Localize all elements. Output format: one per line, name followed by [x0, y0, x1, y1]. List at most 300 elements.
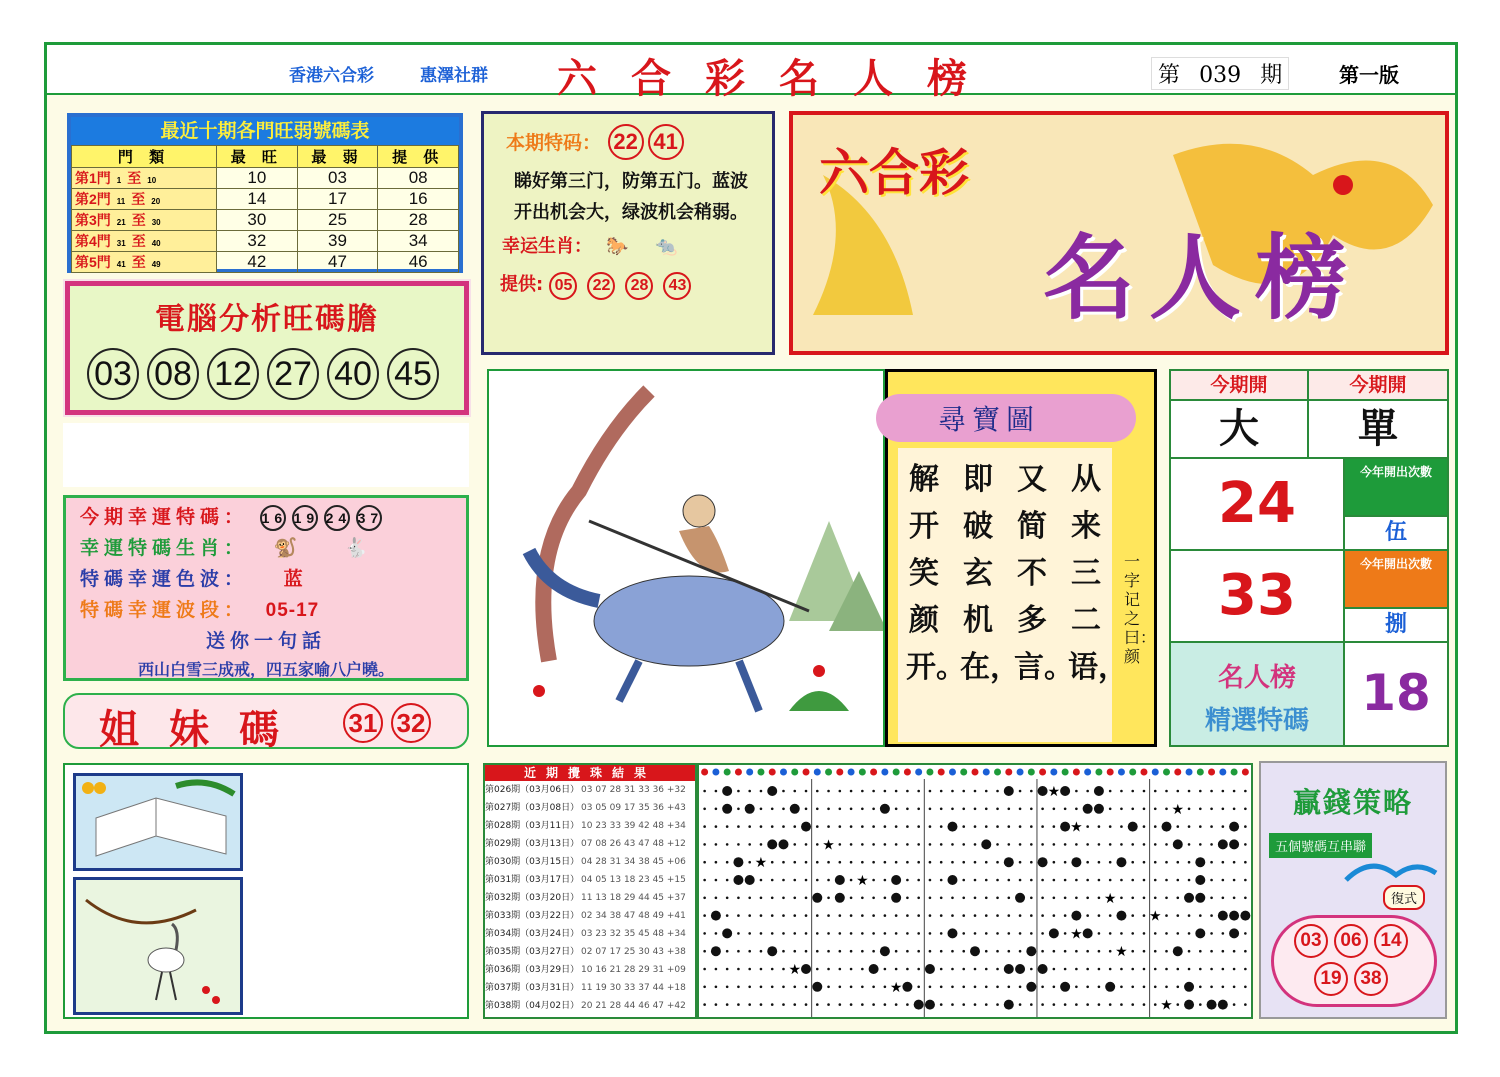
empty-dot	[1030, 914, 1033, 917]
number-ball: 14	[1374, 924, 1408, 958]
empty-dot	[748, 861, 751, 864]
empty-dot	[861, 986, 864, 989]
pc-analysis-box	[65, 281, 469, 415]
treasure-title: 尋寶圖	[938, 403, 1041, 436]
empty-dot	[917, 968, 920, 971]
special-text: 睇好第三门，防第五门。蓝波开出机会大，绿波机会稍弱。	[514, 171, 748, 223]
empty-dot	[1154, 1003, 1157, 1006]
empty-dot	[1143, 968, 1146, 971]
lucky-color-value: 蓝	[283, 568, 308, 590]
drawn-dot	[733, 857, 743, 867]
column-marker	[949, 769, 956, 776]
empty-dot	[715, 932, 718, 935]
drawn-dot	[1195, 875, 1205, 885]
drawn-dot	[1004, 857, 1014, 867]
empty-dot	[917, 825, 920, 828]
empty-dot	[996, 986, 999, 989]
empty-dot	[850, 914, 853, 917]
empty-dot	[906, 808, 909, 811]
poem-col-4: 解开笑颜开。	[906, 462, 966, 685]
empty-dot	[726, 968, 729, 971]
table-cell: 30	[217, 210, 298, 231]
empty-dot	[760, 914, 763, 917]
empty-dot	[793, 914, 796, 917]
empty-dot	[974, 808, 977, 811]
empty-dot	[850, 790, 853, 793]
empty-dot	[962, 843, 965, 846]
empty-dot	[737, 986, 740, 989]
empty-dot	[816, 825, 819, 828]
empty-dot	[1233, 950, 1236, 953]
empty-dot	[771, 897, 774, 900]
empty-dot	[1019, 808, 1022, 811]
empty-dot	[1143, 861, 1146, 864]
drawn-dot	[722, 786, 732, 796]
empty-dot	[1188, 950, 1191, 953]
grid-count-label-1: 今年開出次數	[1343, 457, 1449, 517]
empty-dot	[884, 914, 887, 917]
drawn-dot	[1004, 1000, 1014, 1010]
empty-dot	[1188, 914, 1191, 917]
empty-dot	[715, 808, 718, 811]
empty-dot	[1120, 843, 1123, 846]
draw-numbers: 11 13 18 29 44 45 +37	[581, 893, 686, 903]
table-row	[72, 189, 459, 210]
empty-dot	[1109, 914, 1112, 917]
empty-dot	[1165, 986, 1168, 989]
empty-dot	[1199, 808, 1202, 811]
empty-dot	[760, 843, 763, 846]
empty-dot	[1210, 932, 1213, 935]
empty-dot	[839, 932, 842, 935]
empty-dot	[974, 843, 977, 846]
empty-dot	[974, 1003, 977, 1006]
empty-dot	[839, 968, 842, 971]
table-row	[72, 231, 459, 252]
empty-dot	[884, 897, 887, 900]
empty-dot	[1109, 968, 1112, 971]
empty-dot	[805, 879, 808, 882]
sisters-title: 姐妹碼	[99, 706, 309, 753]
empty-dot	[715, 879, 718, 882]
column-marker	[983, 769, 990, 776]
empty-dot	[1098, 932, 1101, 935]
draw-numbers: 04 28 31 34 38 45 +06	[581, 857, 686, 867]
empty-dot	[1165, 879, 1168, 882]
empty-dot	[895, 932, 898, 935]
empty-dot	[1222, 986, 1225, 989]
drawn-dot	[1173, 946, 1183, 956]
drawn-dot	[790, 804, 800, 814]
empty-dot	[917, 790, 920, 793]
grid-count-label-2: 今年開出次數	[1343, 549, 1449, 609]
lucky-number-label: 今期幸運特碼	[80, 506, 225, 528]
empty-dot	[1165, 950, 1168, 953]
empty-dot	[1154, 879, 1157, 882]
empty-dot	[974, 932, 977, 935]
empty-dot	[1064, 1003, 1067, 1006]
table-cell: 10	[217, 168, 298, 189]
column-marker	[926, 769, 933, 776]
empty-dot	[816, 1003, 819, 1006]
empty-dot	[884, 790, 887, 793]
zodiac-monkey-icon: 🐒	[273, 537, 303, 559]
empty-dot	[715, 1003, 718, 1006]
empty-dot	[1098, 950, 1101, 953]
empty-dot	[1176, 825, 1179, 828]
draw-row	[485, 871, 695, 889]
empty-dot	[782, 968, 785, 971]
empty-dot	[816, 808, 819, 811]
empty-dot	[1007, 808, 1010, 811]
empty-dot	[760, 968, 763, 971]
empty-dot	[1233, 1003, 1236, 1006]
rider-painting	[487, 369, 885, 747]
empty-dot	[1120, 879, 1123, 882]
drawn-dot	[767, 786, 777, 796]
empty-dot	[1109, 825, 1112, 828]
empty-dot	[1075, 950, 1078, 953]
empty-dot	[703, 968, 706, 971]
empty-dot	[703, 879, 706, 882]
number-ball: 06	[1334, 924, 1368, 958]
empty-dot	[1041, 950, 1044, 953]
empty-dot	[816, 950, 819, 953]
empty-dot	[726, 825, 729, 828]
empty-dot	[1109, 861, 1112, 864]
empty-dot	[1222, 808, 1225, 811]
empty-dot	[793, 879, 796, 882]
empty-dot	[1064, 950, 1067, 953]
empty-dot	[895, 1003, 898, 1006]
table-row	[72, 252, 459, 273]
empty-dot	[850, 950, 853, 953]
empty-dot	[1210, 986, 1213, 989]
drawn-dot	[767, 946, 777, 956]
special-star: ★	[788, 962, 802, 978]
empty-dot	[940, 1003, 943, 1006]
empty-dot	[1019, 790, 1022, 793]
column-marker	[1050, 769, 1057, 776]
empty-dot	[737, 825, 740, 828]
empty-dot	[985, 968, 988, 971]
empty-dot	[760, 790, 763, 793]
table-cell: 32	[217, 231, 298, 252]
pc-analysis-title: 電腦分析旺碼膽	[155, 302, 379, 337]
drawn-dot	[1038, 964, 1048, 974]
empty-dot	[771, 861, 774, 864]
draw-issue: 第033期（03月22日）	[485, 911, 580, 921]
empty-dot	[726, 861, 729, 864]
empty-dot	[839, 843, 842, 846]
empty-dot	[872, 808, 875, 811]
empty-dot	[951, 808, 954, 811]
empty-dot	[827, 1003, 830, 1006]
empty-dot	[1030, 825, 1033, 828]
empty-dot	[1233, 790, 1236, 793]
drawn-dot	[970, 946, 980, 956]
empty-dot	[1244, 986, 1247, 989]
draw-issue: 第036期（03月29日）	[485, 965, 580, 975]
empty-dot	[703, 1003, 706, 1006]
empty-dot	[1188, 879, 1191, 882]
empty-dot	[1041, 897, 1044, 900]
empty-dot	[985, 897, 988, 900]
poem-col-1: 从来三二语，	[1068, 462, 1128, 685]
draw-issue: 第031期（03月17日）	[485, 875, 580, 885]
empty-dot	[715, 861, 718, 864]
empty-dot	[726, 897, 729, 900]
empty-dot	[951, 1003, 954, 1006]
empty-dot	[872, 914, 875, 917]
empty-dot	[1199, 843, 1202, 846]
table-cell: 14	[217, 189, 298, 210]
special-star: ★	[1160, 997, 1173, 1014]
empty-dot	[827, 879, 830, 882]
empty-dot	[1188, 843, 1191, 846]
empty-dot	[917, 932, 920, 935]
empty-dot	[861, 914, 864, 917]
empty-dot	[951, 897, 954, 900]
empty-dot	[895, 808, 898, 811]
empty-dot	[1143, 897, 1146, 900]
empty-dot	[1064, 968, 1067, 971]
drawn-dot	[1218, 839, 1228, 849]
empty-dot	[827, 808, 830, 811]
empty-dot	[1086, 914, 1089, 917]
empty-dot	[1075, 879, 1078, 882]
empty-dot	[1030, 843, 1033, 846]
empty-dot	[1199, 825, 1202, 828]
draw-row	[485, 853, 695, 871]
column-marker	[870, 769, 877, 776]
empty-dot	[737, 790, 740, 793]
table-cell: 39	[297, 231, 378, 252]
column-marker	[1073, 769, 1080, 776]
drawn-dot	[880, 804, 890, 814]
empty-dot	[1030, 861, 1033, 864]
empty-dot	[1244, 968, 1247, 971]
drawn-dot	[767, 839, 777, 849]
empty-dot	[974, 825, 977, 828]
grid-num-24: 24	[1169, 457, 1345, 551]
empty-dot	[1053, 843, 1056, 846]
empty-dot	[1098, 986, 1101, 989]
empty-dot	[1222, 825, 1225, 828]
empty-dot	[996, 932, 999, 935]
empty-dot	[996, 861, 999, 864]
empty-dot	[1041, 914, 1044, 917]
empty-dot	[962, 879, 965, 882]
empty-dot	[771, 825, 774, 828]
drawn-dot	[1184, 982, 1194, 992]
empty-dot	[940, 879, 943, 882]
empty-dot	[737, 808, 740, 811]
empty-dot	[1165, 861, 1168, 864]
empty-dot	[1075, 968, 1078, 971]
drawn-dot	[745, 875, 755, 885]
empty-dot	[816, 968, 819, 971]
special-star: ★	[754, 855, 768, 872]
draw-row	[485, 925, 695, 943]
column-marker	[814, 769, 821, 776]
drawn-dot	[1004, 964, 1014, 974]
empty-dot	[861, 897, 864, 900]
empty-dot	[805, 914, 808, 917]
empty-dot	[895, 825, 898, 828]
empty-dot	[715, 790, 718, 793]
empty-dot	[940, 932, 943, 935]
empty-dot	[1143, 932, 1146, 935]
empty-dot	[1075, 790, 1078, 793]
drawn-dot	[1015, 893, 1025, 903]
empty-dot	[1041, 843, 1044, 846]
empty-dot	[771, 968, 774, 971]
empty-dot	[1165, 843, 1168, 846]
empty-dot	[760, 932, 763, 935]
empty-dot	[951, 950, 954, 953]
empty-dot	[884, 843, 887, 846]
empty-dot	[1131, 897, 1134, 900]
drawn-dot	[1083, 804, 1093, 814]
issue-prefix: 第	[1158, 63, 1181, 88]
empty-dot	[1188, 968, 1191, 971]
empty-dot	[1109, 790, 1112, 793]
empty-dot	[1199, 1003, 1202, 1006]
empty-dot	[771, 932, 774, 935]
column-marker	[825, 769, 832, 776]
special-star: ★	[856, 873, 869, 889]
special-star: ★	[1115, 944, 1128, 961]
empty-dot	[861, 808, 864, 811]
empty-dot	[1086, 861, 1089, 864]
empty-dot	[1109, 950, 1112, 953]
empty-dot	[1154, 825, 1157, 828]
drawn-dot	[1026, 982, 1036, 992]
empty-dot	[929, 879, 932, 882]
column-marker	[915, 769, 922, 776]
empty-dot	[996, 790, 999, 793]
empty-dot	[1154, 986, 1157, 989]
lucky-zodiac-label-2: 幸运生肖：	[502, 236, 592, 257]
lucky-numbers	[260, 506, 388, 528]
empty-dot	[861, 950, 864, 953]
empty-dot	[782, 1003, 785, 1006]
drawn-dot	[1173, 839, 1183, 849]
column-marker	[1163, 769, 1170, 776]
table-cell: 17	[297, 189, 378, 210]
column-marker	[735, 769, 742, 776]
empty-dot	[816, 879, 819, 882]
number-ball: 32	[391, 703, 431, 743]
empty-dot	[850, 1003, 853, 1006]
empty-dot	[850, 843, 853, 846]
empty-dot	[782, 790, 785, 793]
empty-dot	[940, 790, 943, 793]
empty-dot	[1098, 914, 1101, 917]
door-cell: 第5門 41 至 49	[72, 252, 217, 273]
table-cell: 25	[297, 210, 378, 231]
empty-dot	[703, 808, 706, 811]
empty-dot	[1064, 879, 1067, 882]
empty-dot	[929, 932, 932, 935]
draw-row	[485, 943, 695, 961]
empty-dot	[1053, 1003, 1056, 1006]
empty-dot	[1098, 1003, 1101, 1006]
draw-numbers: 03 23 32 35 45 48 +34	[581, 929, 686, 939]
drawn-dot	[1240, 911, 1250, 921]
empty-dot	[1154, 808, 1157, 811]
empty-dot	[895, 790, 898, 793]
empty-dot	[1120, 986, 1123, 989]
empty-dot	[793, 986, 796, 989]
draw-numbers: 10 23 33 39 42 48 +34	[581, 821, 686, 831]
empty-dot	[906, 1003, 909, 1006]
number-ball: 19	[292, 505, 318, 531]
empty-dot	[1030, 932, 1033, 935]
drawn-dot	[745, 804, 755, 814]
empty-dot	[1075, 843, 1078, 846]
pc-analysis-numbers	[70, 348, 464, 400]
empty-dot	[1120, 932, 1123, 935]
empty-dot	[703, 932, 706, 935]
empty-dot	[1098, 843, 1101, 846]
special-star: ★	[1148, 908, 1162, 925]
empty-dot	[1019, 861, 1022, 864]
empty-dot	[850, 879, 853, 882]
column-marker	[769, 769, 776, 776]
empty-dot	[996, 914, 999, 917]
drawn-dot	[1229, 928, 1239, 938]
dot-chart-svg	[699, 765, 1251, 1017]
empty-dot	[805, 950, 808, 953]
empty-dot	[940, 861, 943, 864]
door-cell: 第2門 11 至 20	[72, 189, 217, 210]
empty-dot	[816, 843, 819, 846]
result-grid	[1169, 369, 1449, 747]
empty-dot	[1041, 1003, 1044, 1006]
empty-dot	[1222, 950, 1225, 953]
empty-dot	[793, 861, 796, 864]
drawn-dot	[1195, 893, 1205, 903]
column-marker	[848, 769, 855, 776]
drawn-dot	[1026, 946, 1036, 956]
empty-dot	[782, 879, 785, 882]
empty-dot	[951, 914, 954, 917]
number-ball: 22	[587, 272, 615, 300]
number-ball: 19	[1314, 962, 1348, 996]
empty-dot	[703, 950, 706, 953]
empty-dot	[1165, 932, 1168, 935]
empty-dot	[1109, 932, 1112, 935]
empty-dot	[940, 986, 943, 989]
drawn-dot	[947, 822, 957, 832]
empty-dot	[1120, 808, 1123, 811]
special-star: ★	[889, 979, 903, 996]
column-marker	[1186, 769, 1193, 776]
number-ball: 08	[147, 348, 199, 400]
empty-dot	[839, 861, 842, 864]
draw-numbers: 04 05 13 18 23 45 +15	[581, 875, 686, 885]
table-header: 最 弱	[297, 146, 378, 168]
empty-dot	[962, 790, 965, 793]
empty-dot	[962, 861, 965, 864]
empty-dot	[1075, 986, 1078, 989]
empty-dot	[771, 914, 774, 917]
drawn-dot	[1218, 1000, 1228, 1010]
drawn-dot	[1060, 786, 1070, 796]
empty-dot	[1019, 986, 1022, 989]
